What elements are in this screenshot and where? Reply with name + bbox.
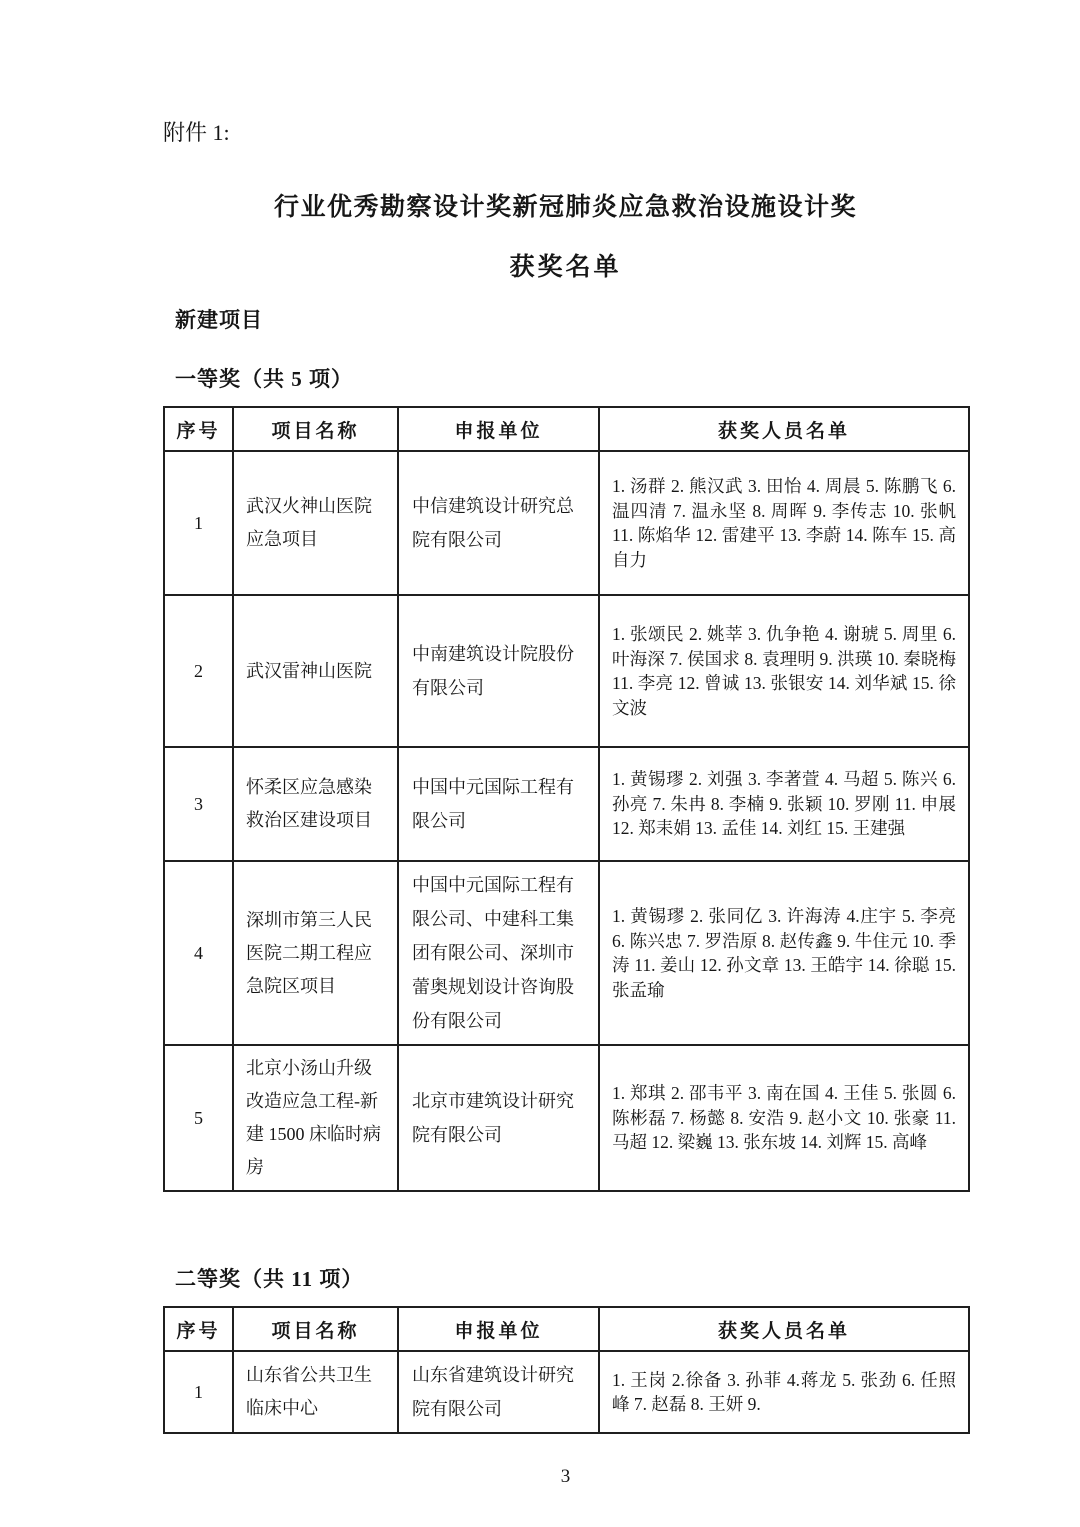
cell-people: 1. 郑琪 2. 邵韦平 3. 南在国 4. 王佳 5. 张圆 6. 陈彬磊 7. 杨懿 8. 安浩 9. 赵小文 10. 张豪 11. 马超 12. 梁巍 13. 张东坡 14. 刘辉 15. 高峰 [599,1045,969,1191]
document-title: 行业优秀勘察设计奖新冠肺炎应急救治设施设计奖 [273,194,857,221]
cell-no: 1 [164,451,233,595]
cell-unit: 中国中元国际工程有限公司 [398,747,599,861]
col-header-project: 项目名称 [233,1307,398,1351]
cell-no: 3 [164,747,233,861]
cell-people: 1. 王岗 2.徐备 3. 孙菲 4.蒋龙 5. 张劲 6. 任照峰 7. 赵磊 8. 王妍 9. [599,1351,969,1433]
page-number: 3 [560,1466,571,1487]
col-header-project: 项目名称 [233,407,398,451]
first-prize-table-header [164,407,969,451]
cell-no: 1 [164,1351,233,1433]
table-row [164,747,969,861]
cell-unit: 中南建筑设计院股份有限公司 [398,595,599,747]
cell-unit: 山东省建筑设计研究院有限公司 [398,1351,599,1433]
second-prize-heading: 二等奖（共 11 项） [175,1267,364,1291]
second-prize-table-header [164,1307,969,1351]
second-prize-table [163,1306,970,1434]
cell-people: 1. 黄锡璆 2. 刘强 3. 李著萱 4. 马超 5. 陈兴 6. 孙亮 7. 朱冉 8. 李楠 9. 张颖 10. 罗刚 11. 申展 12. 郑耒娟 13. 孟佳 14. 刘红 15. 王建强 [599,747,969,861]
table-row [164,861,969,1045]
col-header-no: 序号 [164,1307,233,1351]
cell-project: 北京小汤山升级改造应急工程-新建 1500 床临时病房 [233,1045,398,1191]
cell-no: 2 [164,595,233,747]
cell-people: 1. 张颂民 2. 姚莘 3. 仇争艳 4. 谢琥 5. 周里 6. 叶海深 7. 侯国求 8. 袁理明 9. 洪瑛 10. 秦晓梅 11. 李亮 12. 曾诚 13. 张银安 14. 刘华斌 15. 徐文波 [599,595,969,747]
first-prize-table [163,406,970,1192]
cell-project: 山东省公共卫生临床中心 [233,1351,398,1433]
cell-no: 4 [164,861,233,1045]
col-header-people: 获奖人员名单 [599,407,969,451]
col-header-unit: 申报单位 [398,407,599,451]
table-row [164,1045,969,1191]
col-header-no: 序号 [164,407,233,451]
cell-project: 深圳市第三人民医院二期工程应急院区项目 [233,861,398,1045]
section-label-new-projects: 新建项目 [175,308,263,332]
col-header-unit: 申报单位 [398,1307,599,1351]
table-row [164,1351,969,1433]
cell-project: 武汉火神山医院应急项目 [233,451,398,595]
first-prize-heading: 一等奖（共 5 项） [175,367,353,391]
col-header-people: 获奖人员名单 [599,1307,969,1351]
cell-unit: 中国中元国际工程有限公司、中建科工集团有限公司、深圳市蕾奥规划设计咨询股份有限公司 [398,861,599,1045]
cell-people: 1. 汤群 2. 熊汉武 3. 田怡 4. 周晨 5. 陈鹏飞 6. 温四清 7. 温永坚 8. 周晖 9. 李传志 10. 张帆 11. 陈焰华 12. 雷建平 13. 李蔚 14. 陈车 15. 高自力 [599,451,969,595]
cell-project: 怀柔区应急感染救治区建设项目 [233,747,398,861]
attachment-label: 附件 1: [163,120,230,145]
table-row [164,595,969,747]
cell-unit: 北京市建筑设计研究院有限公司 [398,1045,599,1191]
cell-project: 武汉雷神山医院 [233,595,398,747]
cell-no: 5 [164,1045,233,1191]
cell-people: 1. 黄锡璆 2. 张同亿 3. 许海涛 4.庄宇 5. 李亮 6. 陈兴忠 7. 罗浩原 8. 赵传鑫 9. 牛住元 10. 季涛 11. 姜山 12. 孙文章 13. 王皓宇 14. 徐聪 15. 张孟瑜 [599,861,969,1045]
document-subtitle: 获奖名单 [509,254,622,281]
table-row [164,451,969,595]
header-row [164,407,969,451]
cell-unit: 中信建筑设计研究总院有限公司 [398,451,599,595]
header-row [164,1307,969,1351]
